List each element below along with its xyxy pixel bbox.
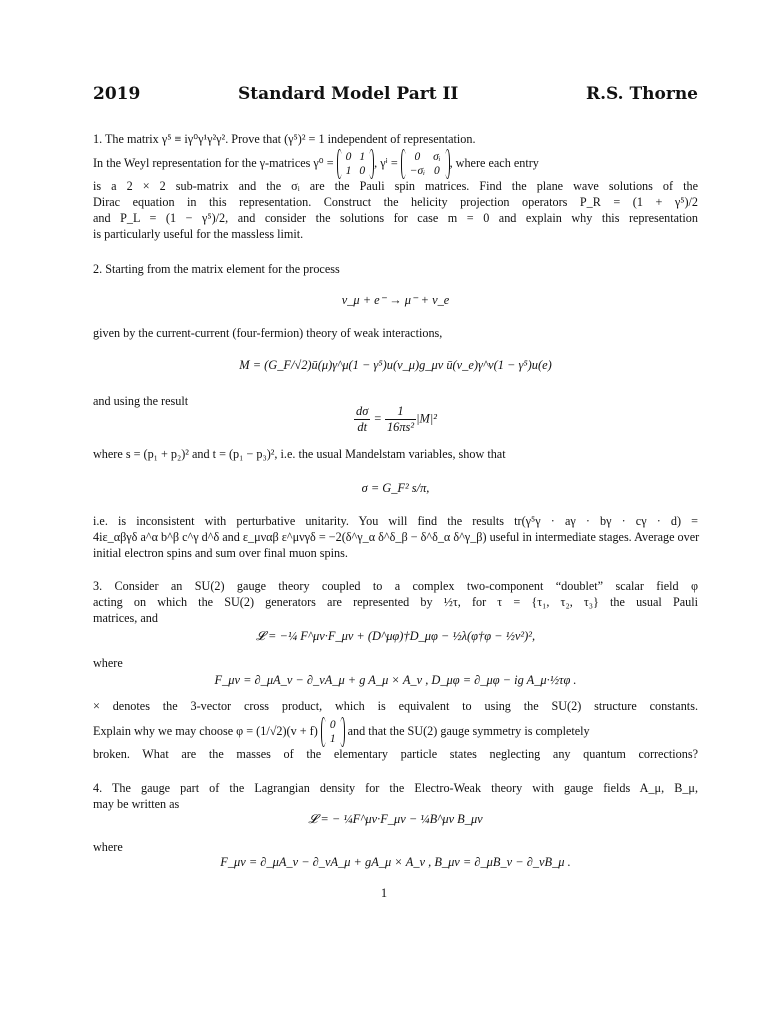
q2-line-3: and using the result <box>93 394 189 408</box>
q2-line-4: where s = (p₁ + p₂)² and t = (p₁ − p₃)², i.e. the usual Mandelstam variables, show that <box>93 447 506 461</box>
q3-line-2: acting on which the SU(2) generators are represented by ½τ, for τ = {τ₁, τ₂, τ₃} the usual Pauli <box>93 595 698 609</box>
q1-line-2a: In the Weyl representation for the γ-matrices γ⁰ = <box>93 155 334 170</box>
q3-line-6 <box>93 718 590 746</box>
q1-line-2b: , γⁱ = <box>374 155 398 170</box>
header-title: Standard Model Part II <box>238 84 459 104</box>
header-author: R.S. Thorne <box>585 84 698 104</box>
q3-line-3: matrices, and <box>93 611 158 625</box>
q3-field-strength-equation: F_μν = ∂_μA_ν − ∂_νA_μ + g A_μ × A_ν , D_μφ = ∂_μφ − ig A_μ·½τφ . <box>214 673 577 687</box>
gamma0-matrix: 0 1 1 0 <box>337 150 375 178</box>
q1-line-1: 1. The matrix γ⁵ ≡ iγ⁰γ¹γ²γ². Prove that (γ⁵)² = 1 independent of representation. <box>93 132 476 146</box>
q3-lagrangian: 𝓛 = −¼ F^μν·F_μν + (D^μφ)†D_μφ − ½λ(φ†φ − ½v²)², <box>255 629 536 643</box>
q3-line-7: broken. What are the masses of the elementary particle states neglecting any quantum corrections? <box>93 747 698 761</box>
q1-line-6: is particularly useful for the massless limit. <box>93 227 304 241</box>
q3-line-6b: and that the SU(2) gauge symmetry is completely <box>347 723 590 738</box>
q2-line-2: given by the current-current (four-fermion) theory of weak interactions, <box>93 326 443 340</box>
q2-sigma-equation: σ = G_F² s/π, <box>361 481 430 495</box>
header <box>93 84 698 110</box>
q2-process-equation: ν_μ + e⁻ → μ⁻ + ν_e <box>341 293 450 307</box>
q3-line-6a: Explain why we may choose φ = (1/√2)(v + f) <box>93 723 318 738</box>
q3-line-1: 3. Consider an SU(2) gauge theory coupled to a complex two-component “doublet” scalar field φ <box>93 579 698 593</box>
header-year: 2019 <box>93 84 141 104</box>
q4-line-2: may be written as <box>93 797 180 811</box>
q1-line-4: Dirac equation in this representation. Construct the helicity projection operators P_R = (1 + γ⁵)/2 <box>93 195 698 209</box>
q3-line-4: where <box>93 656 123 670</box>
q1-line-2c: , where each entry <box>449 155 539 170</box>
page-number: 1 <box>380 886 388 900</box>
q2-matrix-element-equation: M = (G_F/√2)ū(μ)γ^μ(1 − γ⁵)u(ν_μ)g_μν ū(ν_e)γ^ν(1 − γ⁵)u(e) <box>239 358 552 372</box>
gammai-matrix: 0 σᵢ −σᵢ 0 <box>401 150 450 178</box>
q1-line-3: is a 2 × 2 sub-matrix and the σᵢ are the Pauli spin matrices. Find the plane wave solutions of the <box>93 179 698 193</box>
q2-line-5: i.e. is inconsistent with perturbative unitarity. You will find the results tr(γ⁵γ · aγ · bγ · cγ · d) = <box>93 514 698 528</box>
q4-line-3: where <box>93 840 123 854</box>
q4-line-1: 4. The gauge part of the Lagrangian density for the Electro-Weak theory with gauge fields A_μ, B_μ, <box>93 781 698 795</box>
q2-cross-section-formula: $\frac{d\sigma}{dt}$ = $\frac{1}{\text{16πs²}}$ |M|² <box>356 404 437 434</box>
q4-lagrangian: 𝓛 = − ¼F^μν·F_μν − ¼B^μν B_μν <box>308 812 483 826</box>
q3-line-5: × denotes the 3-vector cross product, which is equivalent to using the SU(2) structure constants. <box>93 699 698 713</box>
q2-line-6: 4iε_αβγδ a^α b^β c^γ d^δ and ε_μναβ ε^μνγδ = −2(δ^γ_α δ^δ_β − δ^δ_α δ^γ_β) useful in intermediate stages. Average over <box>93 530 700 544</box>
q4-field-strength-equation: F_μν = ∂_μA_ν − ∂_νA_μ + gA_μ × A_ν , B_μν = ∂_μB_ν − ∂_νB_μ . <box>220 855 571 869</box>
q1-line-2 <box>93 150 539 178</box>
phi-vector: 0 1 <box>321 718 345 746</box>
q1-line-5: and P_L = (1 − γ⁵)/2, and consider the solutions for case m = 0 and explain why this representation <box>93 211 698 225</box>
q2-line-1: 2. Starting from the matrix element for the process <box>93 262 340 276</box>
q2-line-7: initial electron spins and sum over final muon spins. <box>93 546 348 560</box>
